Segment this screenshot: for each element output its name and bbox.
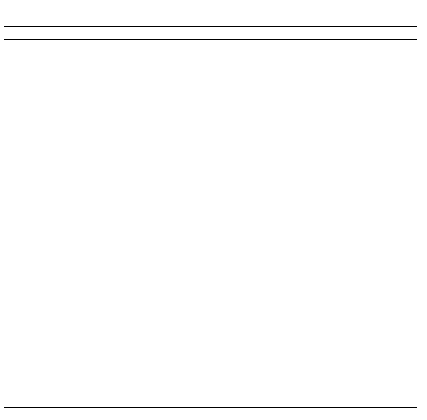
bottom-rule (4, 407, 417, 408)
top-rule (4, 26, 417, 27)
header-rule (4, 39, 417, 40)
